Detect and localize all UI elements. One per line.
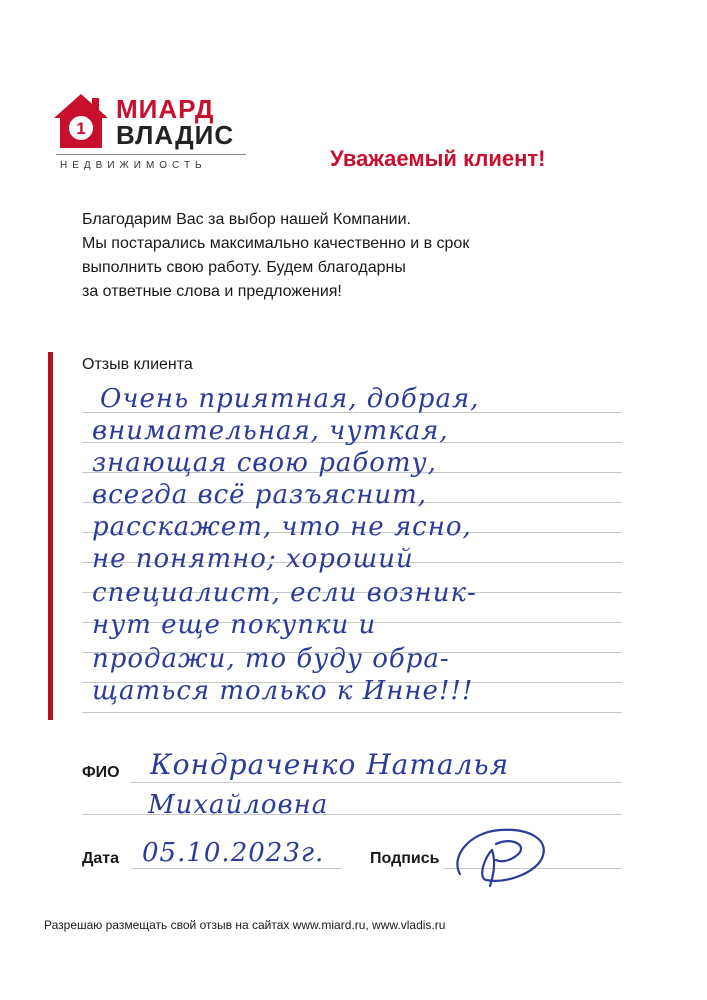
intro-text [82,208,602,304]
house-logo-icon [52,92,110,150]
logo-divider [56,154,246,155]
signature-label: Подпись [370,850,440,867]
review-handwritten-line: щаться только к Инне!!! [92,676,474,706]
review-handwritten-line: внимательная, чуткая, [92,416,449,446]
review-handwritten-line: Очень приятная, добрая, [100,384,480,414]
fio-handwritten-line1: Кондраченко Наталья [150,748,510,781]
review-handwritten-line: знающая свою работу, [92,448,437,478]
company-logo [52,92,252,178]
logo-name-line2: ВЛАДИС [116,120,235,150]
review-handwritten-line: всегда всё разъяснит, [92,480,428,510]
fio-rule [130,782,622,783]
review-accent-bar [48,352,53,720]
consent-footer: Разрешаю размещать свой отзыв на сайтах www.miard.ru, www.vladis.ru [44,918,446,932]
review-handwritten-line: продажи, то буду обра- [92,644,450,674]
intro-line: за ответные слова и предложения! [82,283,342,300]
signature-mark-icon [450,822,560,896]
date-handwritten-value: 05.10.2023г. [142,838,325,868]
review-handwritten-line: не понятно; хороший [92,544,414,574]
review-handwritten-line: нут еще покупки и [92,610,377,640]
logo-tagline: НЕДВИЖИМОСТЬ [60,160,207,171]
fio-label: ФИО [82,764,120,781]
date-rule [132,868,342,869]
fio-handwritten-line2: Михайловна [148,790,329,820]
intro-line: Мы постарались максимально качественно и в срок [82,235,470,252]
logo-name-line1: МИАРД [116,94,215,124]
intro-line: выполнить свою работу. Будем благодарны [82,259,406,276]
intro-line: Благодарим Вас за выбор нашей Компании. [82,211,411,228]
review-handwritten-line: специалист, если возник- [92,578,477,608]
greeting-heading: Уважаемый клиент! [330,146,546,171]
review-rule [82,712,622,713]
review-label: Отзыв клиента [82,356,193,373]
review-handwritten-line: расскажет, что не ясно, [92,512,472,542]
date-label: Дата [82,850,120,867]
logo-badge-number: 1 [76,119,86,138]
